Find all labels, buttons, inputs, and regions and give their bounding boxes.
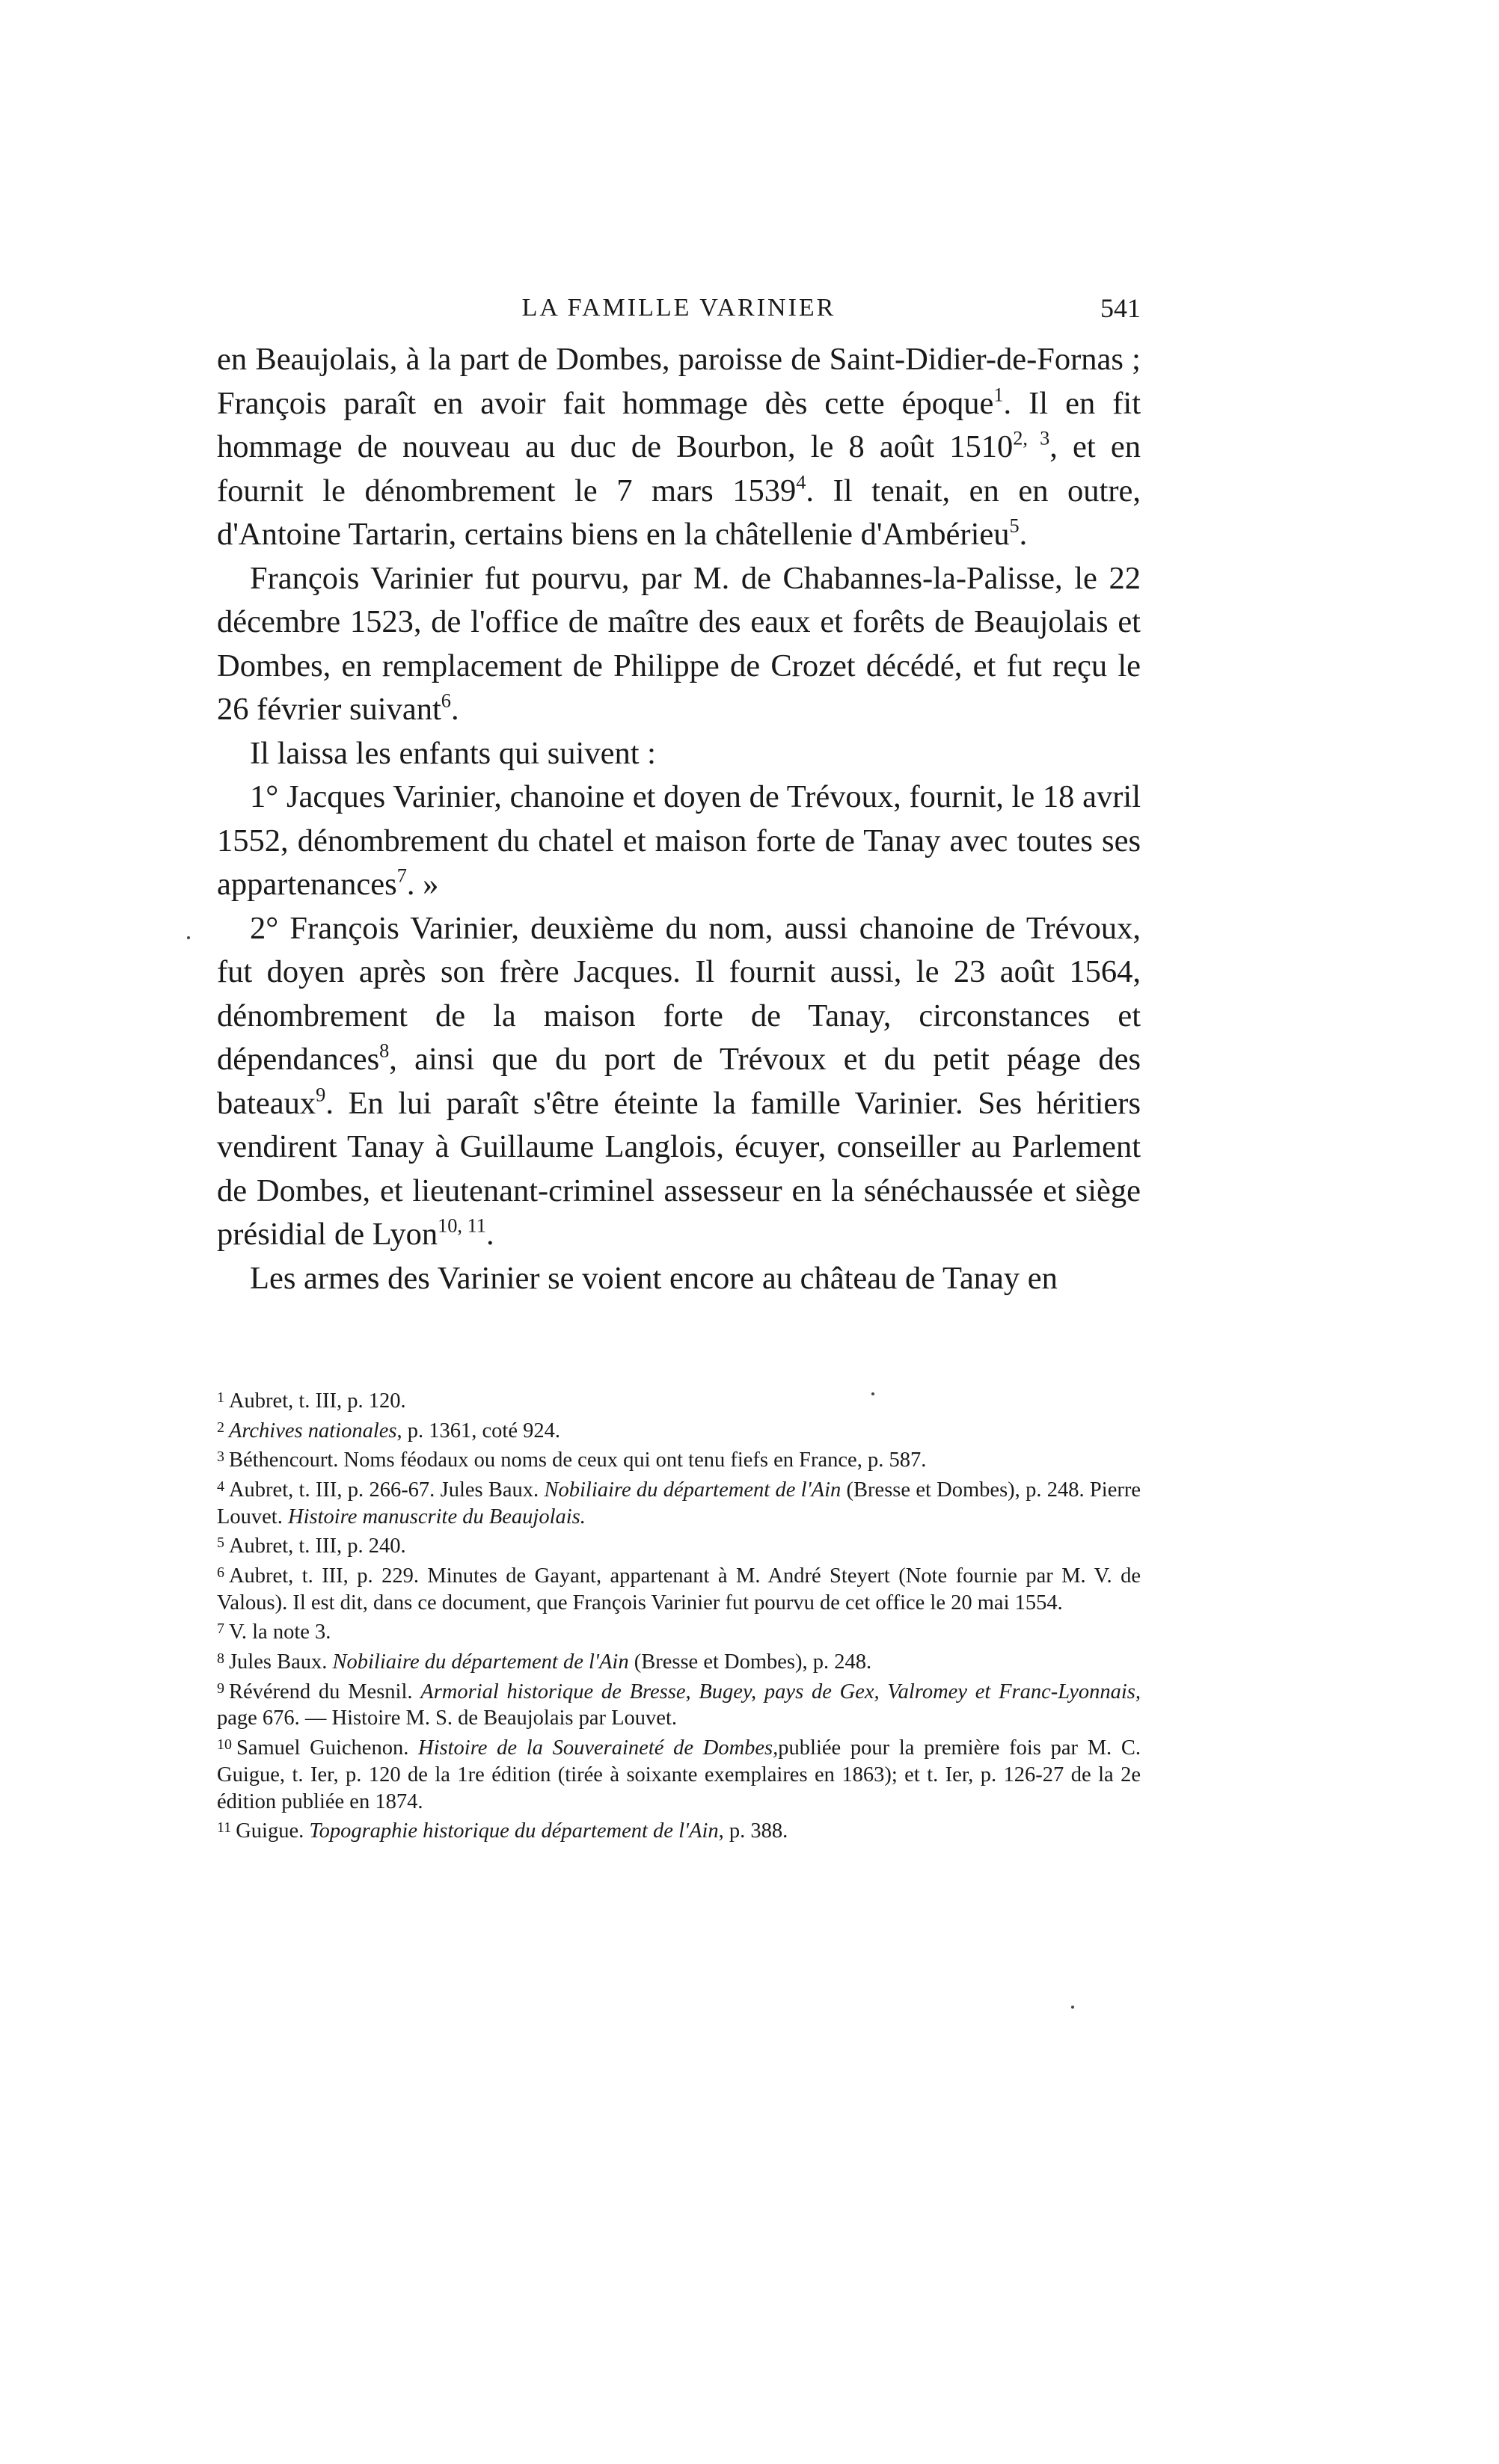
footnote-text: Jules Baux. <box>228 1650 333 1674</box>
paragraph-3: Il laissa les enfants qui suivent : <box>250 735 656 771</box>
paragraph-5 <box>217 907 1141 1257</box>
footnote <box>217 1444 1141 1474</box>
footnote-text: publiée pour la première fois par M. C. Guigue, t. Ier, p. 120 de la 1re édition (tirée à soixante exemplaires en 1863); et t. Ier, p. 126-27 de la 2e édition publiée en 1874. <box>217 1736 1141 1813</box>
footnote <box>217 1560 1141 1616</box>
footnote-title: Histoire de la Souveraineté de Dombes, <box>418 1736 779 1760</box>
footnote <box>217 1530 1141 1560</box>
footnote-number: 7 <box>217 1620 224 1638</box>
footnote-ref: 5 <box>1009 514 1020 537</box>
text-run: , ainsi que du port de Trévoux et du petit péage des bateaux <box>217 1042 1141 1121</box>
text-run: François Varinier fut pourvu, par M. de Chabannes-la-Palisse, le 22 décembre 1523, de l'office de maître des eaux et forêts de Beaujolais et Dombes, en remplacement de Philippe de Crozet décédé, et fut reçu le 26 février suivant <box>217 560 1141 727</box>
footnote <box>217 1732 1141 1815</box>
page-header <box>217 286 1141 331</box>
footnote-text: Aubret, t. III, p. 240. <box>228 1534 406 1558</box>
print-speck <box>187 936 190 939</box>
footnote-text: Aubret, t. III, p. 120. <box>228 1389 406 1413</box>
paragraph-4 <box>217 775 1141 907</box>
footnote-number: 6 <box>217 1564 224 1582</box>
footnote-text: Guigue. <box>236 1819 310 1843</box>
footnote-text: Révérend du Mesnil. <box>228 1680 421 1703</box>
paragraph-1 <box>217 338 1141 557</box>
text-run: . En lui paraît s'être éteinte la famille Varinier. Ses héritiers vendirent Tanay à Guillaume Langlois, écuyer, conseiller au Parlement de Dombes, et lieutenant-criminel assesseur en la sénéchaussée et siège présidial de Lyon <box>217 1085 1141 1252</box>
footnote-ref: 6 <box>441 689 451 712</box>
footnote-number: 9 <box>217 1680 224 1697</box>
footnote-title: Histoire manuscrite du Beaujolais. <box>287 1505 586 1529</box>
footnote-number: 11 <box>217 1819 232 1837</box>
paragraph-6: Les armes des Varinier se voient encore au château de Tanay en <box>250 1260 1058 1296</box>
footnote-ref: 8 <box>379 1039 390 1062</box>
running-title: LA FAMILLE VARINIER <box>521 294 836 322</box>
footnote <box>217 1616 1141 1646</box>
footnote-ref: 1 <box>993 384 1004 406</box>
footnote-title: Topographie historique du département de l'Ain <box>309 1819 719 1843</box>
footnote-number: 3 <box>217 1448 224 1466</box>
footnote <box>217 1646 1141 1676</box>
footnotes <box>217 1385 1141 1845</box>
footnote-text: (Bresse et Dombes), p. 248. Pierre Louvet. <box>217 1478 1141 1529</box>
print-speck <box>871 1392 874 1395</box>
footnote <box>217 1815 1141 1845</box>
text-run: . » <box>406 867 439 902</box>
footnote-ref: 10, 11 <box>438 1214 486 1237</box>
footnote-text: , p. 1361, coté 924. <box>396 1419 560 1443</box>
text-run: . <box>485 1217 494 1252</box>
footnote <box>217 1415 1141 1445</box>
footnote-title: Nobiliaire du département de l'Ain <box>332 1650 629 1674</box>
footnote-ref: 2, 3 <box>1013 427 1050 449</box>
text-run: . <box>1019 517 1028 552</box>
page-number: 541 <box>1100 293 1141 323</box>
main-text <box>217 338 1141 1300</box>
footnote-title: Armorial historique de Bresse, Bugey, pays de Gex, Valromey et Franc-Lyonnais, <box>420 1680 1141 1703</box>
paragraph-2 <box>217 557 1141 732</box>
footnote-title: Archives nationales <box>228 1419 397 1443</box>
footnote-text: Aubret, t. III, p. 229. Minutes de Gayant, appartenant à M. André Steyert (Note fournie par M. V. de Valous). Il est dit, dans ce document, que François Varinier fut pourvu de cet office le 20 mai 1554. <box>217 1564 1141 1614</box>
footnote-number: 10 <box>217 1736 232 1754</box>
footnote <box>217 1474 1141 1530</box>
footnote-ref: 7 <box>396 864 407 887</box>
text-run: . Il en fit hommage de nouveau au duc de Bourbon, le 8 août 1510 <box>217 385 1141 464</box>
footnote <box>217 1385 1141 1415</box>
text-run: 1° Jacques Varinier, chanoine et doyen de Trévoux, fournit, le 18 avril 1552, dénombrement du chatel et maison forte de Tanay avec toutes ses appartenances <box>217 779 1141 902</box>
text-run: . <box>450 692 459 727</box>
footnote-text: (Bresse et Dombes), p. 248. <box>628 1650 872 1674</box>
print-speck <box>1071 2006 1074 2009</box>
footnote-number: 5 <box>217 1534 224 1552</box>
footnote-ref: 4 <box>796 471 806 494</box>
footnote-number: 1 <box>217 1389 224 1406</box>
footnote-text: Aubret, t. III, p. 266-67. Jules Baux. <box>228 1478 545 1502</box>
text-run: , et en fournit le dénombrement le 7 mars 1539 <box>217 429 1141 509</box>
footnote-text: page 676. — Histoire M. S. de Beaujolais par Louvet. <box>217 1706 678 1730</box>
footnote-text: V. la note 3. <box>228 1620 331 1644</box>
text-run: . Il tenait, en en outre, d'Antoine Tartarin, certains biens en la châtellenie d'Ambérieu <box>217 473 1141 552</box>
footnote-text: Samuel Guichenon. <box>236 1736 419 1760</box>
footnote-text: , p. 388. <box>718 1819 788 1843</box>
footnote-text: Béthencourt. Noms féodaux ou noms de ceux qui ont tenu fiefs en France, p. 587. <box>228 1448 927 1472</box>
text-run: 2° François Varinier, deuxième du nom, aussi chanoine de Trévoux, fut doyen après son frère Jacques. Il fournit aussi, le 23 août 1564, dénombrement de la maison forte de Tanay, circonstances et dépendances <box>217 910 1141 1077</box>
footnote-number: 4 <box>217 1478 224 1496</box>
footnote-ref: 9 <box>316 1084 326 1106</box>
footnote-title: Nobiliaire du département de l'Ain <box>544 1478 842 1502</box>
footnote-number: 2 <box>217 1419 224 1436</box>
text-run: en Beaujolais, à la part de Dombes, paroisse de Saint-Didier-de-Fornas ; François paraît en avoir fait hommage dès cette époque <box>217 342 1141 421</box>
footnote-number: 8 <box>217 1650 224 1668</box>
footnote <box>217 1676 1141 1732</box>
